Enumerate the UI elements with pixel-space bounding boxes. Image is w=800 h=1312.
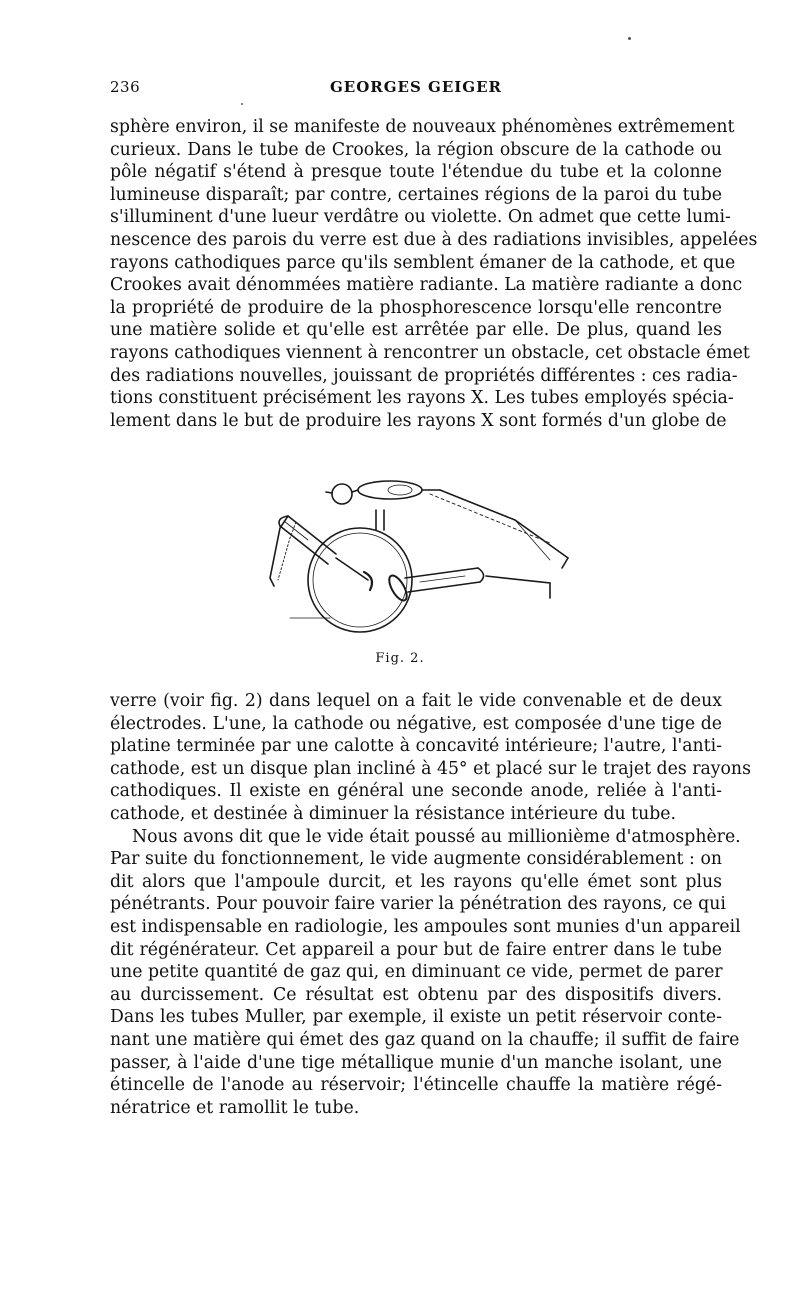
text-line: lumineuse disparaît; par contre, certaines régions de la paroi du tube [110,184,722,205]
text-line: des radiations nouvelles, jouissant de propriétés différentes : ces radia- [110,365,738,386]
text-line: rayons cathodiques parce qu'ils semblent émaner de la cathode, et que [110,252,736,273]
text-line: pôle négatif s'étend à presque toute l'étendue du tube et la colonne [110,162,722,183]
text-line: la propriété de produire de la phosphorescence lorsqu'elle rencontre [110,297,722,318]
figure-caption: Fig. 2. [375,651,425,666]
body-text-top [110,116,758,432]
text-line: lement dans le but de produire les rayons X sont formés d'un globe de [110,410,727,431]
text-line: au durcissement. Ce résultat est obtenu par des dispositifs divers. [110,984,722,1005]
body-text-bottom [110,690,751,1119]
text-line: nant une matière qui émet des gaz quand on la chauffe; il suffit de faire [110,1029,740,1050]
text-line: une matière solide et qu'elle est arrêtée par elle. De plus, quand les [110,320,722,341]
text-line: sphère environ, il se manifeste de nouveaux phénomènes extrêmement [110,117,735,137]
paragraph [110,690,751,826]
text-line: rayons cathodiques viennent à rencontrer un obstacle, cet obstacle émet [110,342,750,363]
text-line: Dans les tubes Muller, par exemple, il existe un petit réservoir conte- [110,1007,722,1028]
text-line: dit régénérateur. Cet appareil a pour but de faire entrer dans le tube [110,939,722,960]
page-number: 236 [110,78,141,96]
text-line: cathodiques. Il existe en général une seconde anode, reliée à l'anti- [110,781,722,802]
paragraph [110,116,758,432]
text-line: cathode, est un disque plan incliné à 45° et placé sur le trajet des rayons [110,758,751,779]
text-line: s'illuminent d'une lueur verdâtre ou violette. On admet que cette lumi- [110,207,731,228]
print-speck [628,37,631,40]
x-ray-tube-figure [250,468,580,648]
text-line: nescence des parois du verre est due à des radiations invisibles, appelées [110,229,758,250]
text-line: cathode, et destinée à diminuer la résistance intérieure du tube. [110,803,676,824]
text-line: Nous avons dit que le vide était poussé au millionième d'atmosphère. [132,826,741,847]
text-line: tions constituent précisément les rayons X. Les tubes employés spécia- [110,388,734,409]
cathode-rod [336,558,368,580]
text-line: passer, à l'aide d'une tige métallique munie d'un manche isolant, une [110,1052,722,1073]
text-line: platine terminée par une calotte à concavité intérieure; l'autre, l'anti- [110,736,722,757]
running-title: GEORGES GEIGER [329,78,503,96]
text-line: électrodes. L'une, la cathode ou négative, est composée d'une tige de [110,713,722,734]
text-line: curieux. Dans le tube de Crookes, la région obscure de la cathode ou [110,139,722,160]
text-line: nératrice et ramollit le tube. [110,1097,360,1118]
text-line: est indispensable en radiologie, les ampoules sont munies d'un appareil [110,916,741,937]
wire [486,576,550,598]
anticathode-arm [405,568,478,578]
text-line: étincelle de l'anode au réservoir; l'étincelle chauffe la matière régé- [110,1075,722,1096]
text-line: Crookes avait dénommées matière radiante. La matière radiante a donc [110,275,743,296]
text-line: dit alors que l'ampoule durcit, et les rayons qu'elle émet sont plus [110,871,722,892]
print-speck [241,103,243,105]
text-line: Par suite du fonctionnement, le vide augmente considérablement : on [110,849,722,870]
text-line: pénétrants. Pour pouvoir faire varier la pénétration des rayons, ce qui [110,894,726,915]
running-head [110,78,722,100]
text-line: verre (voir fig. 2) dans lequel on a fait le vide convenable et de deux [110,691,722,711]
text-line: une petite quantité de gaz qui, en diminuant ce vide, permet de parer [110,962,723,983]
paragraph [110,826,741,1120]
regenerator-bulb [332,484,352,504]
cathode-cup [364,572,372,590]
